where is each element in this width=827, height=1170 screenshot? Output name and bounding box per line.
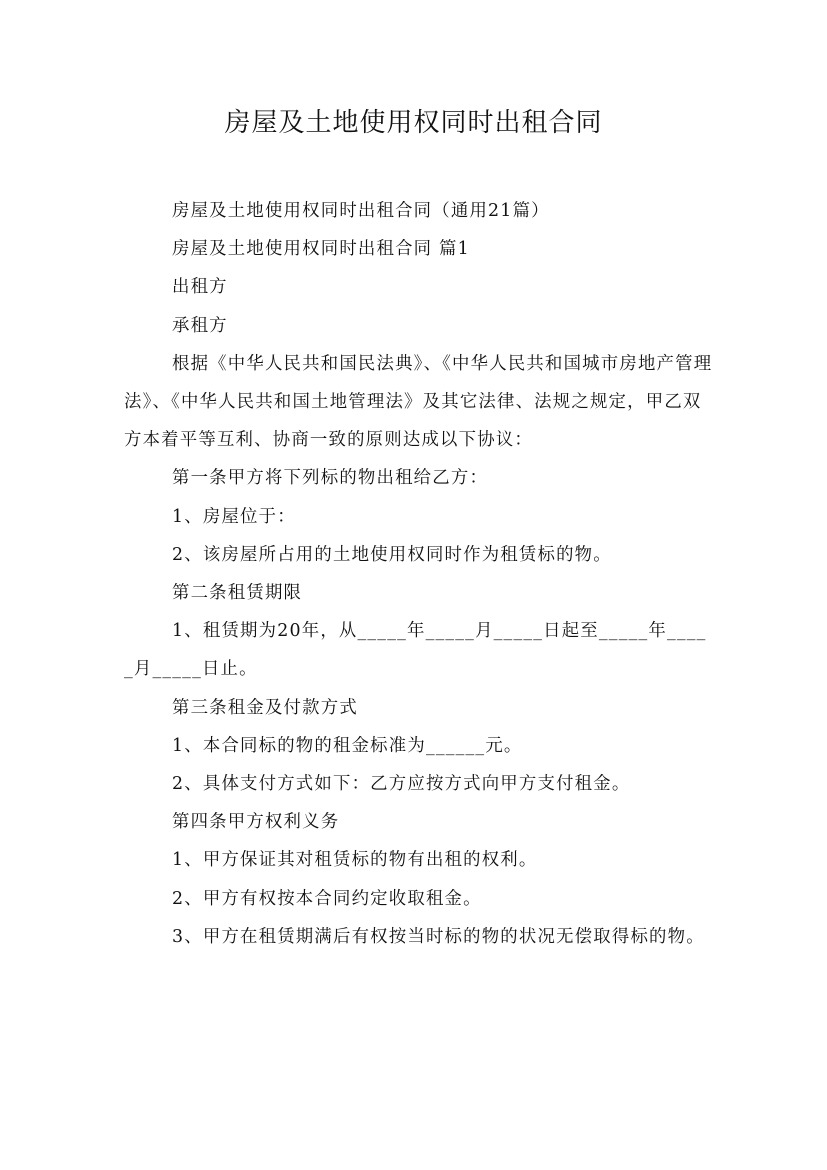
document-title: 房屋及土地使用权同时出租合同 (224, 108, 603, 138)
paragraph-clause-4-item-3: 3、甲方在租赁期满后有权按当时标的物的状况无偿取得标的物。 (172, 926, 705, 947)
paragraph-lessee: 承租方 (172, 315, 228, 336)
paragraph-clause-3-item-2: 2、具体支付方式如下：乙方应按方式向甲方支付租金。 (172, 774, 631, 795)
paragraph-clause-2-item-1: 1、租赁期为20年，从_____年_____月_____日起至_____年_____月_____日止。 (124, 621, 707, 680)
paragraph-article-heading: 房屋及土地使用权同时出租合同 篇1 (172, 239, 470, 260)
paragraph-clause-4: 第四条甲方权利义务 (172, 812, 340, 833)
paragraph-clause-4-item-1: 1、甲方保证其对租赁标的物有出租的权利。 (172, 850, 538, 871)
paragraph-clause-1-item-2: 2、该房屋所占用的土地使用权同时作为租赁标的物。 (172, 544, 612, 565)
paragraph-clause-2: 第二条租赁期限 (172, 583, 303, 604)
paragraph-collection-title: 房屋及土地使用权同时出租合同（通用21篇） (172, 201, 550, 221)
paragraph-lessor: 出租方 (172, 277, 228, 298)
paragraph-clause-3-item-1: 1、本合同标的物的租金标准为______元。 (172, 735, 523, 756)
paragraph-clause-4-item-2: 2、甲方有权按本合同约定收取租金。 (172, 888, 482, 909)
paragraph-clause-1-item-1: 1、房屋位于： (172, 506, 296, 527)
paragraph-legal-basis: 根据《中华人民共和国民法典》、《中华人民共和国城市房地产管理法》、《中华人民共和国土地管理法》及其它法律、法规之规定，甲乙双方本着平等互利、协商一致的原则达成以下协议： (124, 353, 713, 451)
paragraph-clause-1: 第一条甲方将下列标的物出租给乙方： (172, 468, 489, 489)
document-body (124, 192, 714, 956)
paragraph-clause-3: 第三条租金及付款方式 (172, 697, 358, 718)
